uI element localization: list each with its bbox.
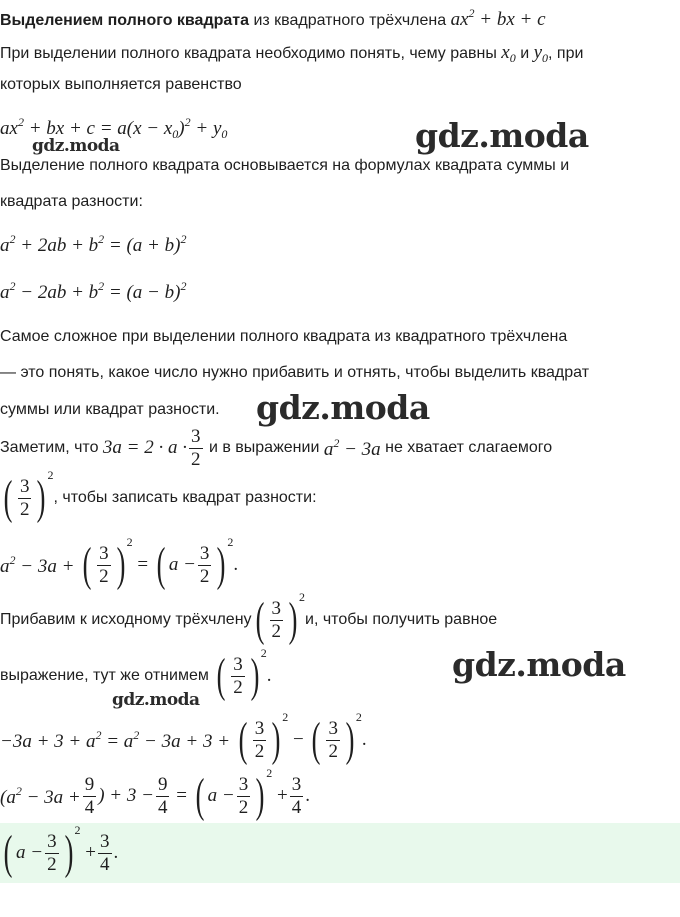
- watermark: gdz.moda: [112, 690, 200, 710]
- formula-trinomial: $ax^2$ + bx + c: [450, 6, 546, 30]
- formula-y0: $y_0$: [533, 42, 549, 65]
- text-line: выражение, тут же отнимем ( $\frac{3}{2}$ ) 2 .: [0, 646, 272, 702]
- text-line: суммы или квадрат разности.: [0, 401, 220, 418]
- text-segment: , чтобы записать квадрат разности:: [53, 489, 317, 506]
- text-segment: Заметим, что: [0, 439, 99, 456]
- formula-x0: $x_0$: [501, 42, 516, 65]
- text-line: [0, 42, 583, 66]
- heading-bold: Выделением полного квадрата: [0, 12, 249, 29]
- text-line: квадрата разности:: [0, 193, 143, 210]
- formula-a2-3a: $a^2 - 3a$: [323, 435, 381, 460]
- watermark: gdz.moda: [256, 388, 430, 427]
- formula-three-halves-squared: ( $\frac{3}{2}$ ) 2: [255, 590, 306, 646]
- formula-grouped: ($a^2 - 3a$ + $\frac{9}{4}$ ) + 3 − $\frac{9}{4}$ = ( a − $\frac{3}{2}$ ) 2 + $\frac{3}{4}$ .: [0, 766, 310, 822]
- text-line: [0, 590, 497, 650]
- formula-three-halves-squared: ( $\frac{3}{2}$ ) 2: [3, 468, 54, 524]
- formula-complete-square: $ax^2$ + bx + $c = a(x - x_0)^2 + y_0$: [0, 115, 228, 141]
- formula-diff-square: $a^2 - 2ab + b^2 = (a - b)^2$: [0, 279, 187, 303]
- formula-answer: ( a − $\frac{3}{2}$ ) 2 + $\frac{3}{4}$ .: [3, 823, 119, 879]
- text-line: — это понять, какое число нужно прибавить и отнять, чтобы выделить квадрат: [0, 364, 590, 381]
- formula-three-halves-squared: ( $\frac{3}{2}$ ) 2: [216, 646, 267, 702]
- text-line: Самое сложное при выделении полного квадрата из квадратного трёхчлена: [0, 328, 568, 345]
- text-segment: не хватает слагаемого: [385, 439, 553, 456]
- watermark: gdz.moda: [452, 645, 626, 684]
- text-line: которых выполняется равенство: [0, 76, 242, 93]
- formula-sum-square: $a^2 + 2ab + b^2 = (a + b)^2$: [0, 232, 187, 256]
- formula-3a: 3a = 2 · a ·: [102, 437, 187, 458]
- text-line: [0, 468, 317, 528]
- text-segment: выражение, тут же отнимем: [0, 667, 209, 684]
- fraction-3-2: $\frac{3}{2}$: [191, 425, 201, 470]
- answer-box: [0, 823, 680, 883]
- text-segment: Прибавим к исходному трёхчлену: [0, 611, 252, 628]
- text-segment: и: [520, 45, 530, 62]
- text-segment: , при: [548, 45, 584, 62]
- text-segment: При выделении полного квадрата необходимо понять, чему равны: [0, 45, 497, 62]
- watermark: gdz.moda: [32, 136, 120, 156]
- formula-add-subtract: $-3a + 3 + a^2 = a^2 - 3a + 3$ + ( $\frac{3}{2}$ ) 2 − ( $\frac{3}{2}$ ) 2 .: [0, 710, 367, 766]
- text-line: Выделение полного квадрата основывается на формулах квадрата суммы и: [0, 157, 570, 174]
- intro-line: [0, 6, 546, 31]
- text-segment: и, чтобы получить равное: [305, 611, 498, 628]
- watermark: gdz.moda: [415, 116, 589, 155]
- text-line: [0, 423, 552, 473]
- formula-diff-square-completed: $a^2 - 3a$ + ( $\frac{3}{2}$ ) 2 = ( a − $\frac{3}{2}$ ) 2 .: [0, 535, 239, 591]
- text-segment: и в выражении: [208, 439, 320, 456]
- intro-text: из квадратного трёхчлена: [253, 12, 447, 29]
